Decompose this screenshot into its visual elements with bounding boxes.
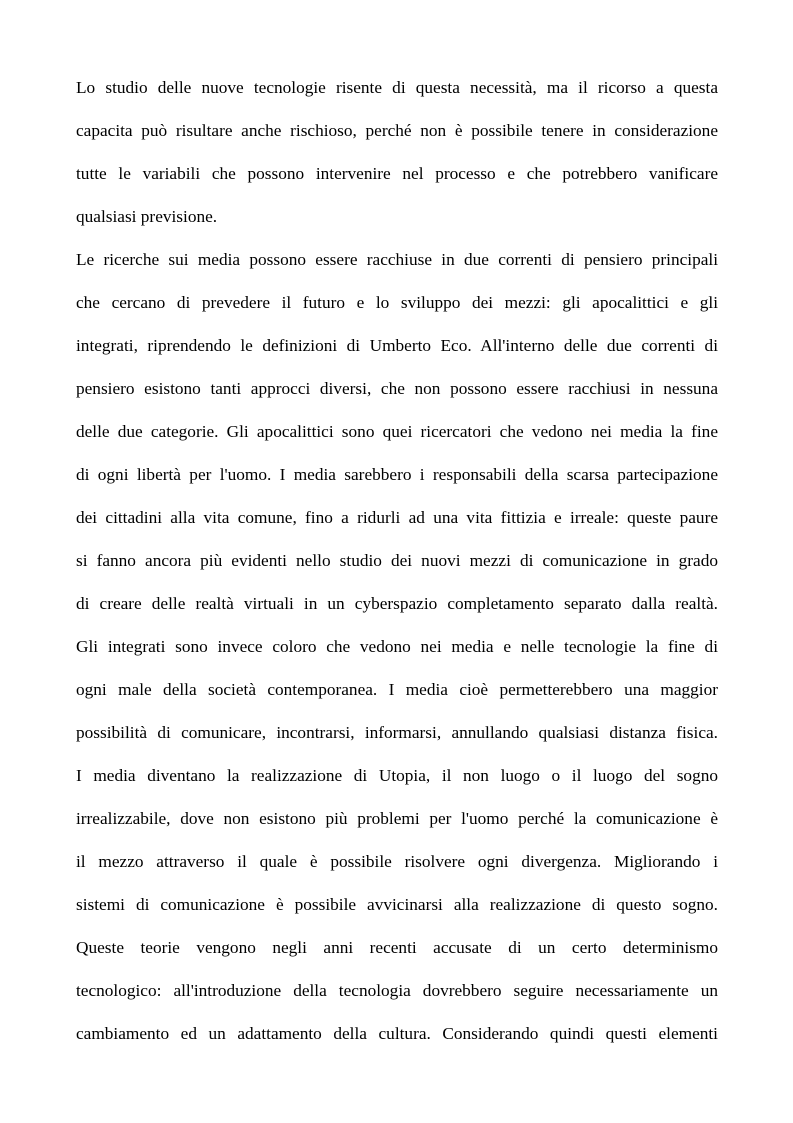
text-line: integrati, riprendendo le definizioni di Umberto Eco. All'interno delle due correnti di	[76, 336, 718, 355]
body-text	[76, 73, 718, 1062]
text-line: che cercano di prevedere il futuro e lo sviluppo dei mezzi: gli apocalittici e gli	[76, 293, 718, 312]
text-line: tecnologico: all'introduzione della tecnologia dovrebbero seguire necessariamente un	[76, 981, 718, 1000]
text-line: Lo studio delle nuove tecnologie risente di questa necessità, ma il ricorso a questa	[76, 78, 718, 97]
text-line: sistemi di comunicazione è possibile avvicinarsi alla realizzazione di questo sogno.	[76, 895, 718, 914]
text-line: possibilità di comunicare, incontrarsi, informarsi, annullando qualsiasi distanza fisica.	[76, 723, 718, 742]
text-line: pensiero esistono tanti approcci diversi, che non possono essere racchiusi in nessuna	[76, 379, 718, 398]
text-line: ogni male della società contemporanea. I media cioè permetterebbero una maggior	[76, 680, 718, 699]
text-line: Gli integrati sono invece coloro che vedono nei media e nelle tecnologie la fine di	[76, 637, 718, 656]
text-line: di creare delle realtà virtuali in un cyberspazio completamento separato dalla realtà.	[76, 594, 718, 613]
text-line: irrealizzabile, dove non esistono più problemi per l'uomo perché la comunicazione è	[76, 809, 718, 828]
text-line: tutte le variabili che possono intervenire nel processo e che potrebbero vanificare	[76, 164, 718, 183]
text-line: I media diventano la realizzazione di Utopia, il non luogo o il luogo del sogno	[76, 766, 718, 785]
text-line: il mezzo attraverso il quale è possibile risolvere ogni divergenza. Migliorando i	[76, 852, 718, 871]
text-line: delle due categorie. Gli apocalittici sono quei ricercatori che vedono nei media la fine	[76, 422, 718, 441]
text-line: Le ricerche sui media possono essere racchiuse in due correnti di pensiero principali	[76, 250, 718, 269]
text-line: di ogni libertà per l'uomo. I media sarebbero i responsabili della scarsa partecipazione	[76, 465, 718, 484]
text-line: capacita può risultare anche rischioso, perché non è possibile tenere in considerazione	[76, 121, 718, 140]
text-line: Queste teorie vengono negli anni recenti accusate di un certo determinismo	[76, 938, 718, 957]
paragraph-end-line: qualsiasi previsione.	[76, 207, 218, 226]
text-line: si fanno ancora più evidenti nello studio dei nuovi mezzi di comunicazione in grado	[76, 551, 718, 570]
text-line: dei cittadini alla vita comune, fino a ridurli ad una vita fittizia e irreale: queste paure	[76, 508, 718, 527]
text-line: cambiamento ed un adattamento della cultura. Considerando quindi questi elementi	[76, 1024, 718, 1043]
